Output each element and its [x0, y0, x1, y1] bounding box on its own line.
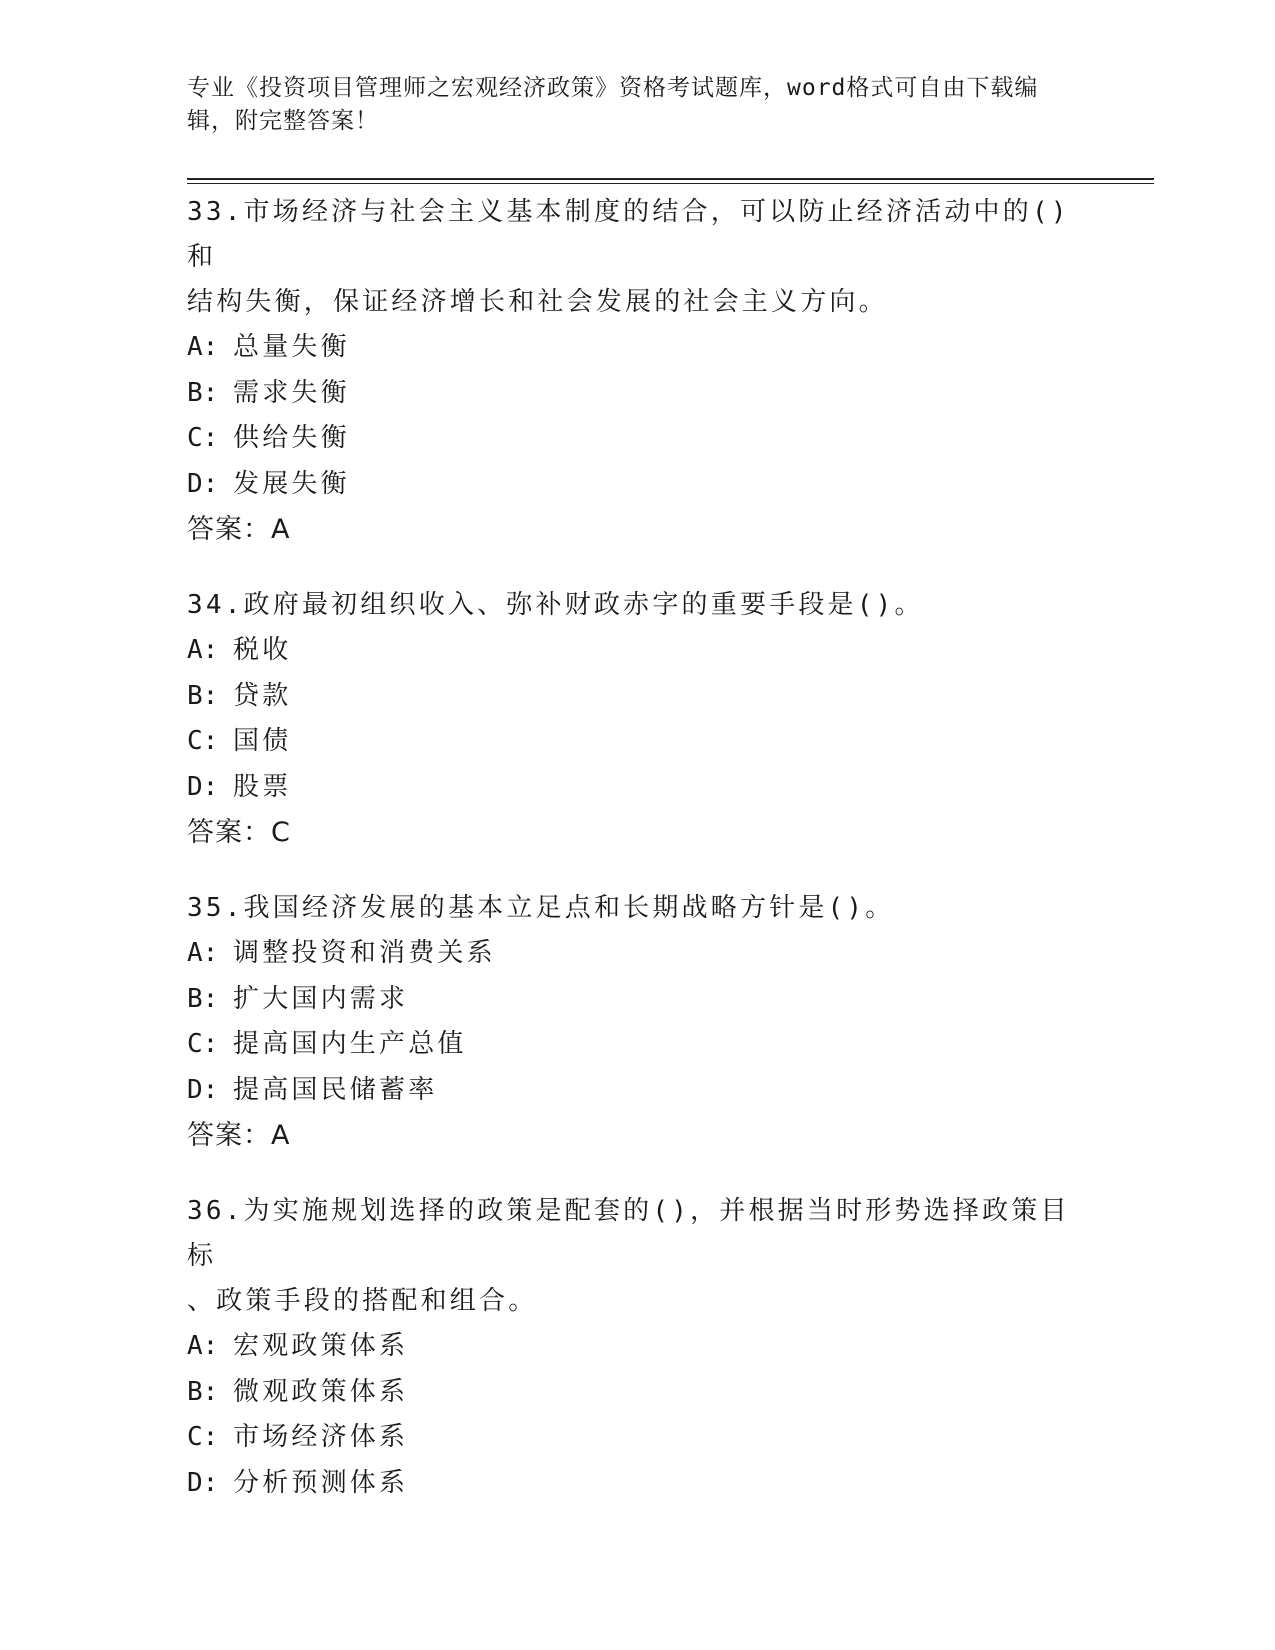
option-key: B: [187, 1376, 219, 1407]
question-stem-line-1: 34.政府最初组织收入、弥补财政赤字的重要手段是()。 [187, 590, 924, 620]
option-text: 税收 [233, 635, 292, 665]
question-stem-line-2: 结构失衡，保证经济增长和社会发展的社会主义方向。 [187, 287, 888, 317]
option-b [187, 1370, 1087, 1416]
option-text: 微观政策体系 [233, 1376, 409, 1407]
question-list [187, 190, 1087, 1537]
option-key: C: [187, 1029, 219, 1059]
option-key: A: [187, 332, 219, 362]
option-a [187, 1324, 1087, 1370]
option-key: C: [187, 1422, 219, 1452]
option-text: 扩大国内需求 [233, 983, 409, 1014]
option-key: C: [187, 423, 219, 453]
option-text: 市场经济体系 [233, 1422, 409, 1452]
question-stem-line-1: 35.我国经济发展的基本立足点和长期战略方针是()。 [187, 893, 895, 923]
answer-line: 答案：A [187, 514, 291, 545]
option-key: A: [187, 1331, 219, 1361]
option-b [187, 674, 1087, 720]
question-stem-line-2: 、政策手段的搭配和组合。 [187, 1286, 538, 1316]
option-a [187, 325, 1087, 371]
question-33 [187, 190, 1087, 552]
option-c [187, 1415, 1087, 1461]
option-b [187, 977, 1087, 1023]
option-key: D: [187, 468, 219, 499]
option-d [187, 1068, 1087, 1114]
option-d [187, 462, 1087, 508]
option-text: 宏观政策体系 [233, 1331, 409, 1361]
question-35 [187, 886, 1087, 1158]
option-key: B: [187, 983, 219, 1014]
option-key: A: [187, 635, 219, 665]
answer-line: 答案：C [187, 817, 291, 848]
document-header [187, 72, 1067, 138]
question-36 [187, 1189, 1087, 1506]
option-key: C: [187, 726, 219, 756]
option-text: 提高国民储蓄率 [233, 1074, 438, 1105]
option-text: 供给失衡 [233, 423, 350, 453]
option-a [187, 931, 1087, 977]
option-text: 需求失衡 [233, 377, 350, 408]
question-stem-line-1: 33.市场经济与社会主义基本制度的结合，可以防止经济活动中的()和 [187, 197, 1070, 272]
option-key: D: [187, 1467, 219, 1498]
option-text: 总量失衡 [233, 332, 350, 362]
question-stem-line-1: 36.为实施规划选择的政策是配套的()，并根据当时形势选择政策目标 [187, 1196, 1070, 1271]
option-d [187, 765, 1087, 811]
option-c [187, 1022, 1087, 1068]
option-key: A: [187, 938, 219, 968]
header-line-2: 辑，附完整答案！ [187, 108, 379, 134]
option-c [187, 719, 1087, 765]
option-key: B: [187, 680, 219, 711]
option-c [187, 416, 1087, 462]
option-text: 调整投资和消费关系 [233, 938, 496, 968]
option-a [187, 628, 1087, 674]
option-b [187, 371, 1087, 417]
option-text: 提高国内生产总值 [233, 1029, 467, 1059]
header-divider-thin [187, 183, 1154, 184]
option-key: B: [187, 377, 219, 408]
option-text: 股票 [233, 771, 292, 802]
option-text: 分析预测体系 [233, 1467, 409, 1498]
option-key: D: [187, 771, 219, 802]
option-text: 国债 [233, 726, 292, 756]
header-line-1: 专业《投资项目管理师之宏观经济政策》资格考试题库，word格式可自由下载编 [187, 75, 1039, 101]
header-divider-thick [187, 178, 1154, 180]
option-key: D: [187, 1074, 219, 1105]
option-text: 贷款 [233, 680, 292, 711]
answer-line: 答案：A [187, 1120, 291, 1151]
question-34 [187, 583, 1087, 855]
option-text: 发展失衡 [233, 468, 350, 499]
option-d [187, 1461, 1087, 1507]
